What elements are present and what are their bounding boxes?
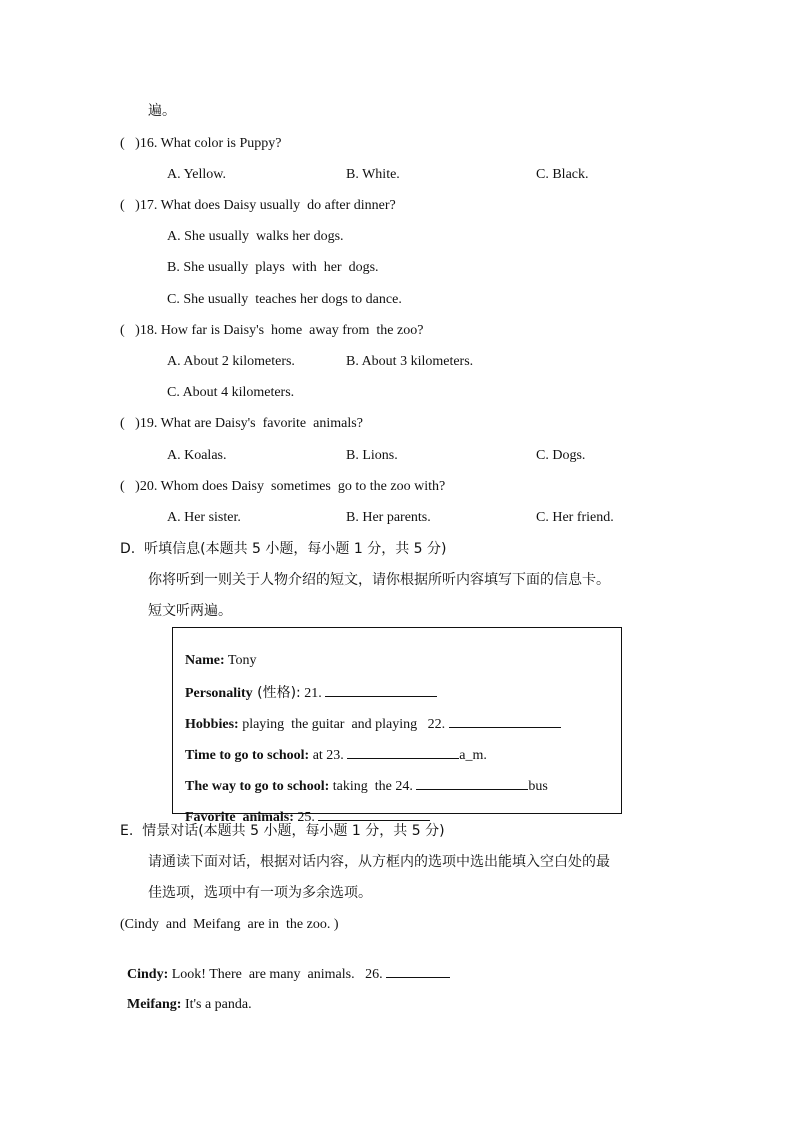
time-text: at 23.	[309, 748, 348, 763]
question-19: ( )19. What are Daisy's favorite animals?	[120, 416, 363, 431]
section-e-title: E. 情景对话(本题共 5 小题，每小题 1 分，共 5 分)	[120, 823, 445, 839]
animals-text: 25.	[293, 810, 319, 825]
section-e-instruction-2: 佳选项，选项中有一项为多余选项。	[148, 885, 372, 901]
section-e-instruction-1: 请通读下面对话，根据对话内容，从方框内的选项中选出能填入空白处的最	[148, 854, 610, 870]
blank-22[interactable]	[449, 715, 561, 728]
section-d-title: D. 听填信息(本题共 5 小题，每小题 1 分，共 5 分)	[120, 541, 447, 557]
q18-option-a: A. About 2 kilometers.	[167, 354, 295, 369]
hobbies-label: Hobbies:	[185, 717, 239, 732]
continuation-text: 遍。	[148, 103, 176, 119]
question-18: ( )18. How far is Daisy's home away from the zoo?	[120, 323, 424, 338]
question-17: ( )17. What does Daisy usually do after dinner?	[120, 198, 396, 213]
time-label: Time to go to school:	[185, 748, 310, 763]
blank-23[interactable]	[347, 746, 459, 759]
question-16: ( )16. What color is Puppy?	[120, 136, 282, 151]
q17-option-b: B. She usually plays with her dogs.	[167, 260, 379, 275]
speaker-meifang: Meifang:	[127, 997, 182, 1012]
animals-label: Favorite animals:	[185, 810, 294, 825]
q20-option-c: C. Her friend.	[536, 510, 614, 525]
q16-option-c: C. Black.	[536, 167, 589, 182]
q19-option-c: C. Dogs.	[536, 448, 586, 463]
blank-21[interactable]	[325, 684, 437, 697]
cindy-text: Look! There are many animals. 26.	[168, 967, 387, 982]
q20-option-b: B. Her parents.	[346, 510, 431, 525]
blank-25[interactable]	[318, 808, 430, 821]
name-value: Tony	[224, 653, 257, 668]
card-name-row	[178, 634, 256, 670]
question-20: ( )20. Whom does Daisy sometimes go to the zoo with?	[120, 479, 446, 494]
hobbies-text: playing the guitar and playing 22.	[238, 717, 449, 732]
q17-option-c: C. She usually teaches her dogs to dance.	[167, 292, 402, 307]
speaker-cindy: Cindy:	[127, 967, 169, 982]
way-label: The way to go to school:	[185, 779, 330, 794]
q16-option-a: A. Yellow.	[167, 167, 226, 182]
time-suffix: a_m.	[459, 748, 487, 763]
personality-label: Personality	[185, 686, 253, 701]
blank-24[interactable]	[416, 777, 528, 790]
q18-option-c: C. About 4 kilometers.	[167, 385, 295, 400]
section-d-instruction-2: 短文听两遍。	[148, 603, 232, 619]
way-suffix: bus	[528, 779, 548, 794]
dialogue-scene: (Cindy and Meifang are in the zoo. )	[120, 917, 339, 932]
q20-option-a: A. Her sister.	[167, 510, 241, 525]
dialogue-line-2	[120, 978, 252, 1014]
q16-option-b: B. White.	[346, 167, 400, 182]
q19-option-b: B. Lions.	[346, 448, 398, 463]
q19-option-a: A. Koalas.	[167, 448, 227, 463]
personality-num: 21.	[300, 686, 326, 701]
blank-26[interactable]	[386, 965, 450, 978]
meifang-text: It's a panda.	[181, 997, 252, 1012]
q17-option-a: A. She usually walks her dogs.	[167, 229, 344, 244]
way-text: taking the 24.	[329, 779, 417, 794]
personality-cn: (性格):	[252, 685, 301, 701]
section-d-instruction-1: 你将听到一则关于人物介绍的短文，请你根据所听内容填写下面的信息卡。	[148, 572, 610, 588]
q18-option-b: B. About 3 kilometers.	[346, 354, 474, 369]
name-label: Name:	[185, 653, 225, 668]
